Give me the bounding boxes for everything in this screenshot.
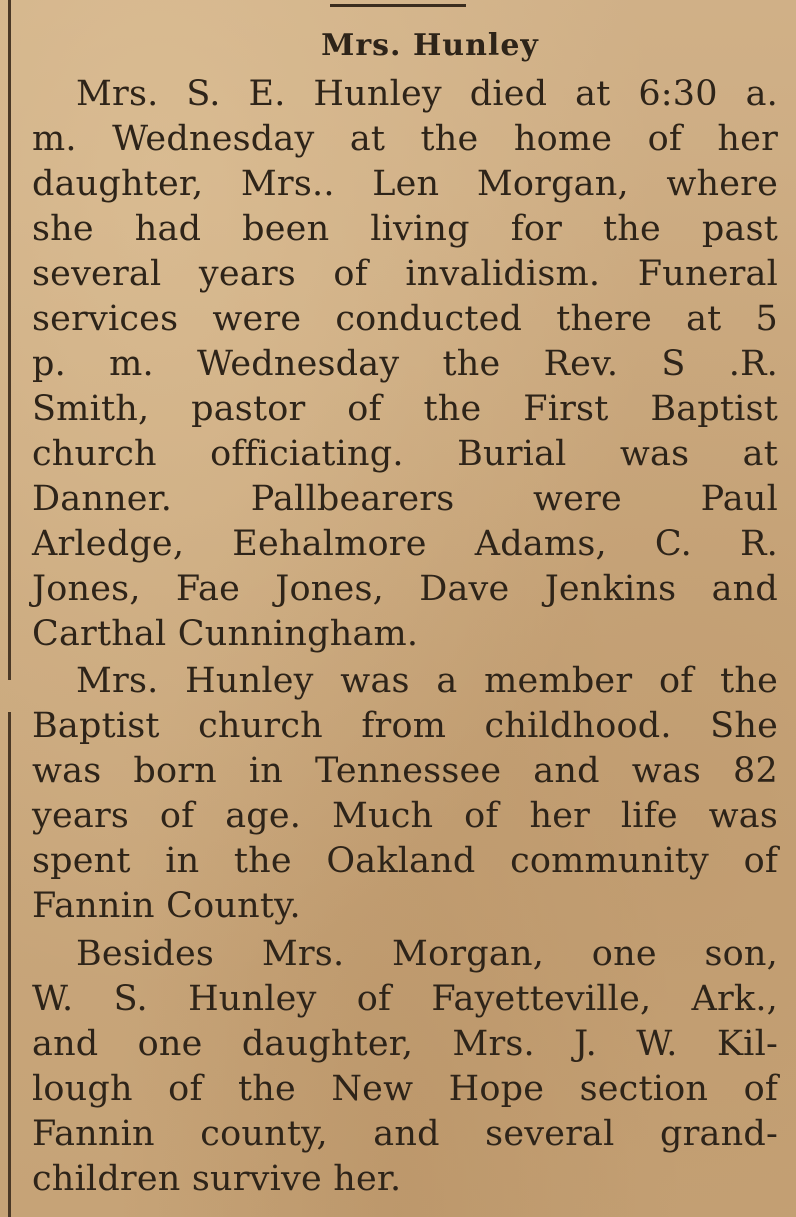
- text-line: children survive her.: [32, 1159, 402, 1199]
- text-line: m. Wednesday at the home of her: [32, 119, 778, 159]
- text-line: spent in the Oakland community of: [32, 841, 778, 881]
- text-line: Fannin County.: [32, 886, 301, 926]
- text-line: she had been living for the past: [32, 209, 778, 249]
- text-line: Carthal Cunningham.: [32, 614, 419, 654]
- text-line: p. m. Wednesday the Rev. S .R.: [32, 344, 778, 384]
- text-line: Jones, Fae Jones, Dave Jenkins and: [32, 569, 778, 609]
- text-line: Baptist church from childhood. She: [32, 706, 778, 746]
- paragraph-biography: [32, 659, 778, 929]
- text-line: Danner. Pallbearers were Paul: [32, 479, 778, 519]
- text-line: services were conducted there at 5: [32, 299, 778, 339]
- column-rule-lower: [8, 712, 11, 1217]
- text-line: Fannin county, and several grand-: [32, 1114, 778, 1154]
- text-line: was born in Tennessee and was 82: [32, 751, 778, 791]
- article-headline: Mrs. Hunley: [321, 28, 539, 63]
- column-rule-upper: [8, 0, 11, 680]
- text-line: years of age. Much of her life was: [32, 796, 778, 836]
- text-line: Smith, pastor of the First Baptist: [32, 389, 778, 429]
- text-line: church officiating. Burial was at: [32, 434, 778, 474]
- obituary-article: [32, 20, 778, 1202]
- text-line: several years of invalidism. Funeral: [32, 254, 778, 294]
- text-line: Besides Mrs. Morgan, one son,: [76, 934, 778, 974]
- text-line: daughter, Mrs.. Len Morgan, where: [32, 164, 778, 204]
- paragraph-death-notice: [32, 72, 778, 657]
- text-line: and one daughter, Mrs. J. W. Kil-: [32, 1024, 778, 1064]
- text-line: Mrs. S. E. Hunley died at 6:30 a.: [76, 74, 778, 114]
- paragraph-survivors: [32, 932, 778, 1202]
- top-divider-rule: [330, 4, 466, 7]
- text-line: Mrs. Hunley was a member of the: [76, 661, 778, 701]
- text-line: W. S. Hunley of Fayetteville, Ark.,: [32, 979, 778, 1019]
- text-line: Arledge, Eehalmore Adams, C. R.: [32, 524, 778, 564]
- text-line: lough of the New Hope section of: [32, 1069, 778, 1109]
